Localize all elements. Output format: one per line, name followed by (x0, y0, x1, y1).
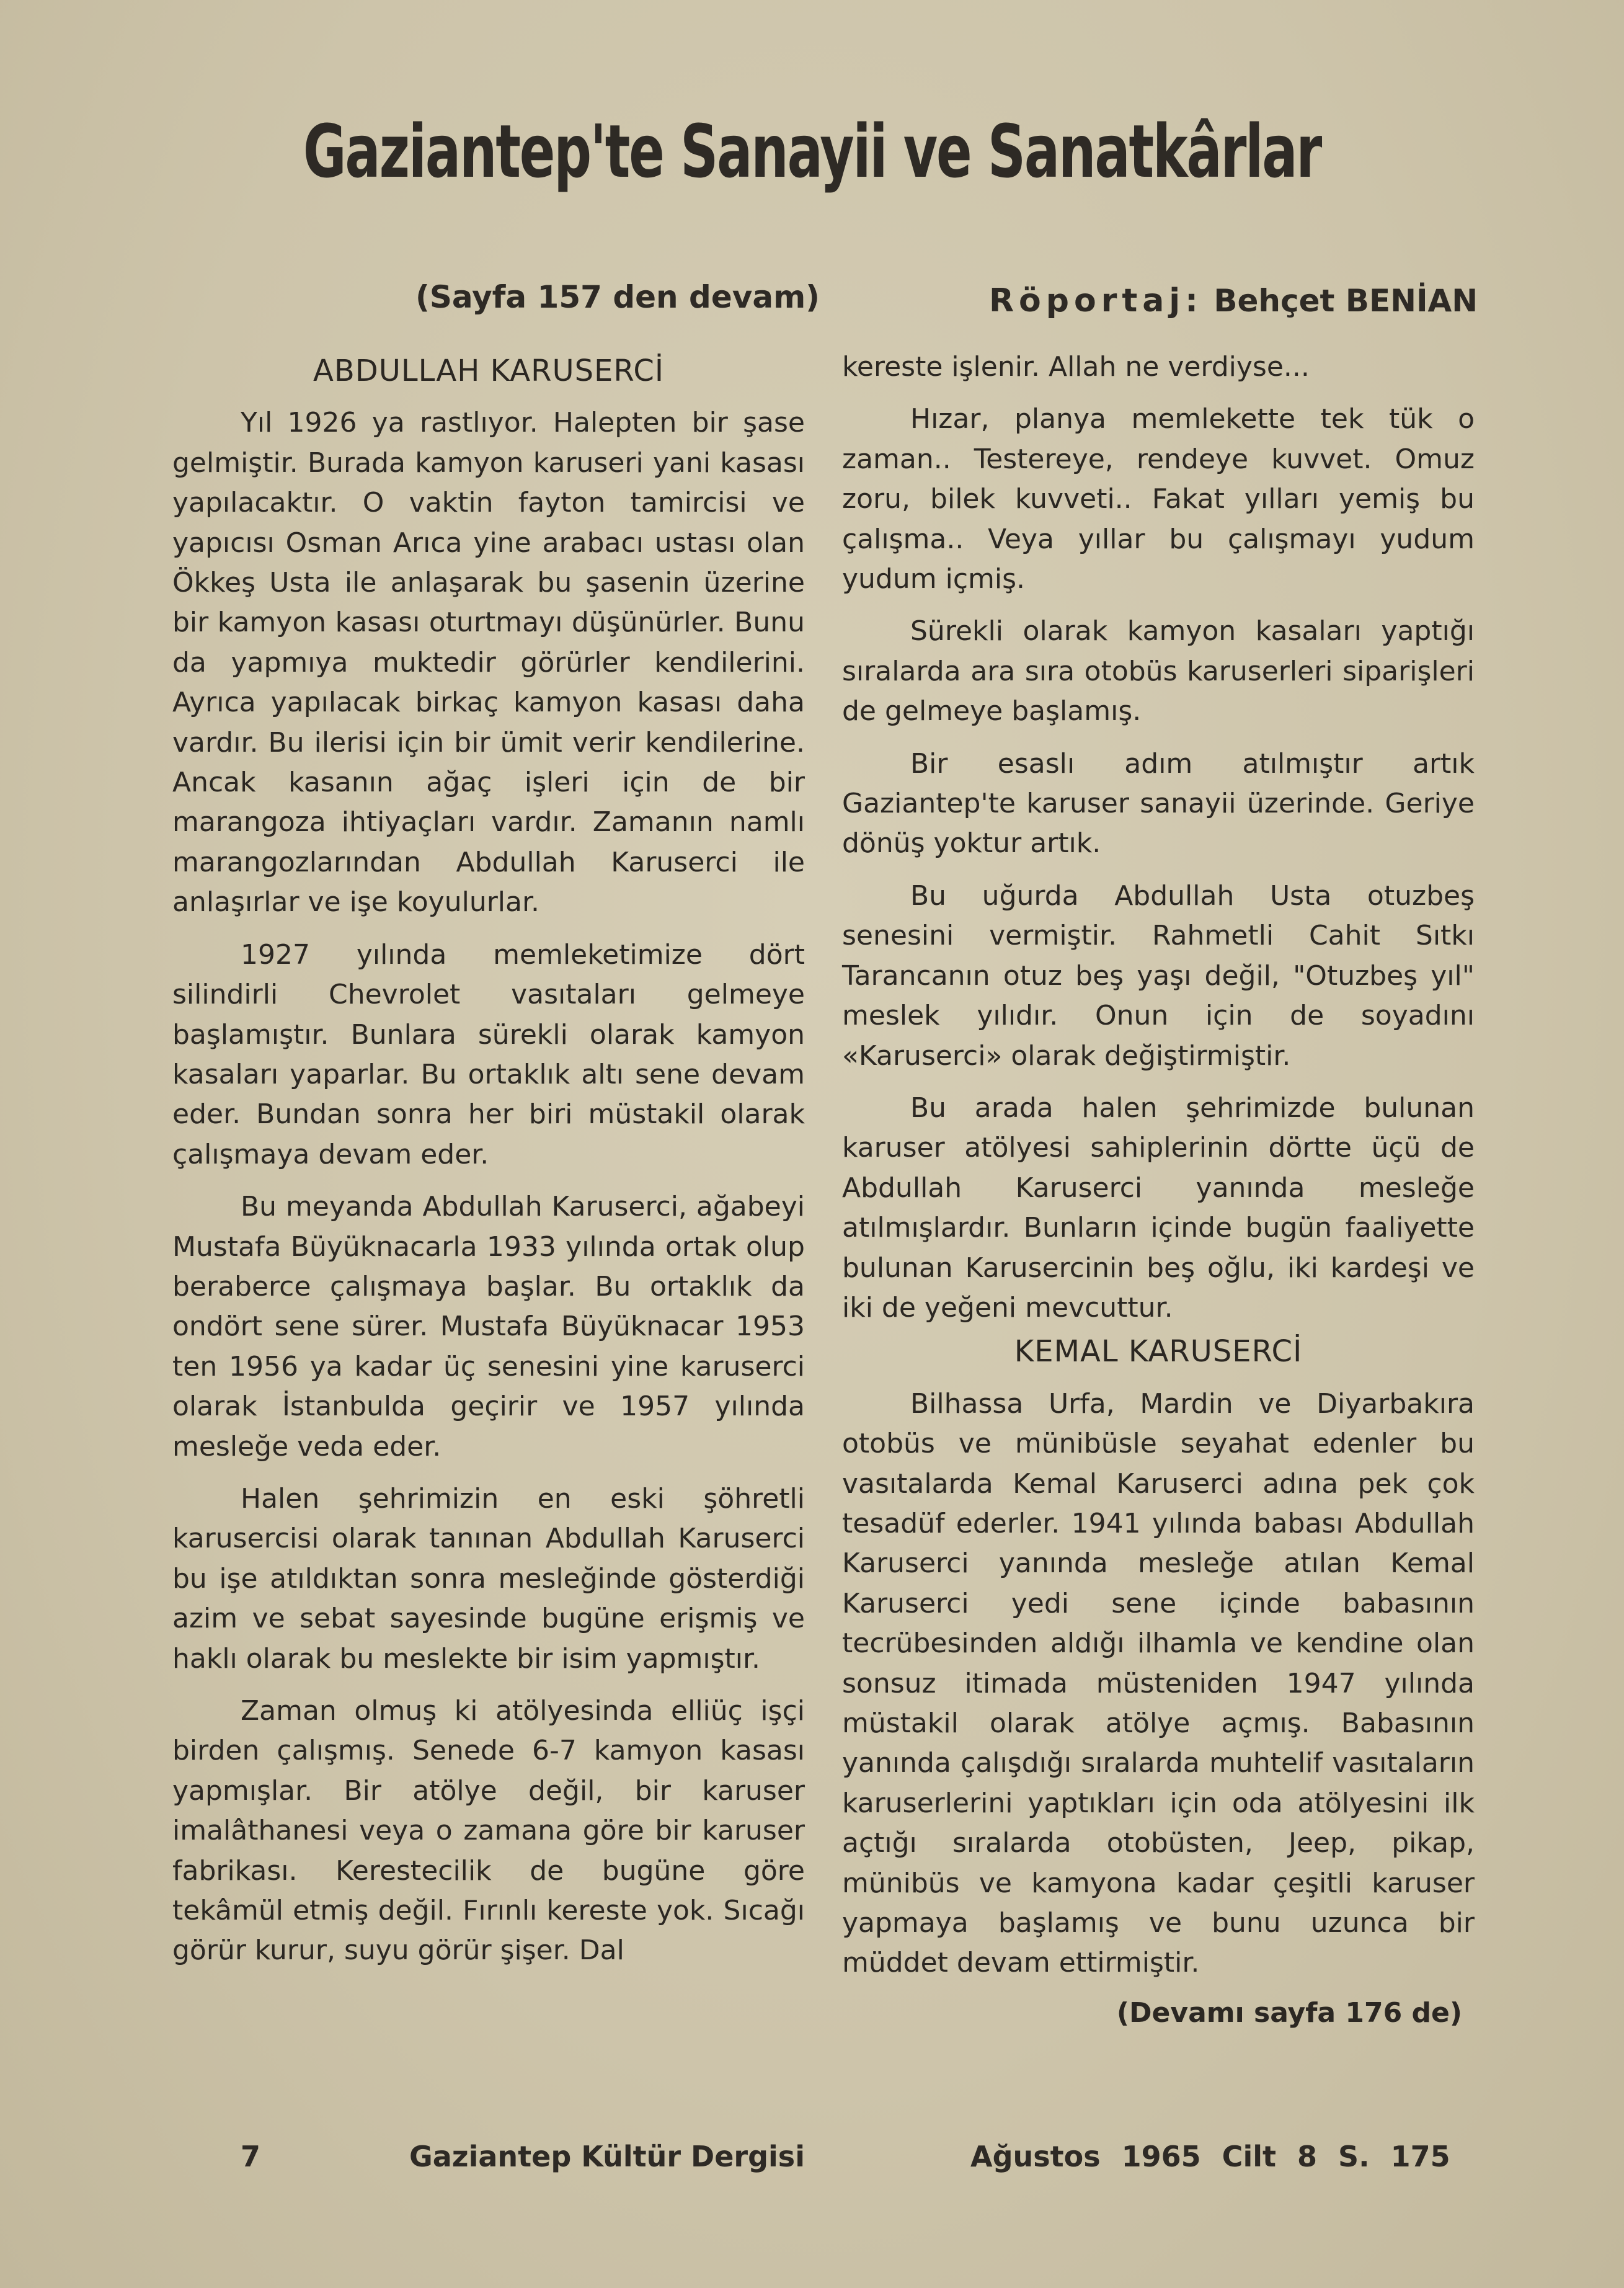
paragraph: Yıl 1926 ya rastlıyor. Halepten bir şase gelmiştir. Burada kamyon karuseri yani kasası yapılacaktır. O vaktin fayton tamircisi ve yapıcısı Osman Arıca yine arabacı ustası olan Ökkeş Usta ile anlaşarak bu şasenin üzerine bir kamyon kasası oturtmayı düşünürler. Bunu da yapmıya muktedir görürler kendilerini. Ayrıca yapılacak birkaç kamyon kasası daha vardır. Bu ilerisi için bir ümit verir kendilerine. Ancak kasanın ağaç işleri için de bir marangoza ihtiyaçları vardır. Zamanın namlı marangozlarından Abdullah Karuserci ile anlaşırlar ve işe koyulurlar. (172, 407, 805, 919)
paragraph: Halen şehrimizin en eski şöhretli karusercisi olarak tanınan Abdullah Karuserci bu işe atıldıktan sonra mesleğinde gösterdiği azim ve sebat sayesinde bugüne erişmiş ve haklı olarak bu meslekte bir isim yapmıştır. (172, 1482, 805, 1675)
page-title: Gaziantep'te Sanayii ve Sanatkârlar (303, 109, 1321, 194)
right-column (842, 347, 1475, 2033)
paragraph: Bir esaslı adım atılmıştır artık Gaziantep'te karuser sanayii üzerinde. Geriye dönüş yoktur artık. (842, 747, 1475, 860)
paragraph: Hızar, planya memlekette tek tük o zaman.. Testereye, rendeye kuvvet. Omuz zoru, bilek kuvveti.. Fakat yılları yemiş bu çalışma.. Veya yıllar bu çalışmayı yudum yudum içmiş. (842, 403, 1475, 595)
paragraph-part: kereste işlenir. Allah ne verdiyse... (842, 351, 1310, 383)
left-column (172, 347, 805, 1971)
paragraph: Bu arada halen şehrimizde bulunan karuser atölyesi sahiplerinin dörtte üçü de Abdullah Karuserci yanında mesleğe atılmışlardır. Bunların içinde bugün faaliyette bulunan Karusercinin beş oğlu, iki kardeşi ve iki de yeğeni mevcuttur. (842, 1092, 1475, 1324)
paragraph: Bu meyanda Abdullah Karuserci, ağabeyi Mustafa Büyüknacarla 1933 yılında ortak olup beraberce çalışmaya başlar. Bu ortaklık da ondört sene sürer. Mustafa Büyüknacar 1953 ten 1956 ya kadar üç senesini yine karuserci olarak İstanbulda geçirir ve 1957 yılında mesleğe veda eder. (172, 1191, 805, 1462)
paragraph-continuation (842, 347, 1475, 387)
byline-author: Behçet BENİAN (1214, 283, 1478, 319)
page-number: 7 (241, 2140, 261, 2173)
byline-label: Röportaj: (989, 282, 1203, 319)
magazine-name: Gaziantep Kültür Dergisi (409, 2140, 805, 2173)
paragraph-part: Zaman olmuş ki atölyesinda elliüç işçi birden çalışmış. Senede 6-7 kamyon kasası yapmışlar. Bir atölye değil, bir karuser imalâthanesi veya o zamana göre bir karuser fabrikası. Kerestecilik de bugüne göre tekâmül etmiş değil. Fırınlı kereste yok. Sıcağı görür kurur, suyu görür şişer. Dal (172, 1695, 805, 1967)
section-heading-abdullah: ABDULLAH KARUSERCİ (313, 354, 664, 388)
paragraph-split (172, 1691, 805, 1971)
continued-from-note: (Sayfa 157 den devam) (415, 279, 820, 315)
paragraph: Sürekli olarak kamyon kasaları yaptığı sıralarda ara sıra otobüs karuserleri siparişleri de gelmeye başlamış. (842, 615, 1475, 728)
continued-to-note: (Devamı sayfa 176 de) (1116, 1996, 1462, 2029)
paragraph: Bu uğurda Abdullah Usta otuzbeş senesini vermiştir. Rahmetli Cahit Sıtkı Tarancanın otuz beş yaşı değil, "Otuzbeş yıl" meslek yılıdır. Onun için de soyadını «Karuserci» olarak değiştirmiştir. (842, 879, 1475, 1072)
section-heading-kemal: KEMAL KARUSERCİ (1014, 1334, 1303, 1369)
issue-info: Ağustos 1965 Cilt 8 S. 175 (970, 2140, 1450, 2173)
byline (989, 282, 1478, 319)
paragraph: 1927 yılında memleketimize dört silindirli Chevrolet vasıtaları gelmeye başlamıştır. Bunlara sürekli olarak kamyon kasaları yaparlar. Bu ortaklık altı sene devam eder. Bundan sonra her biri müstakil olarak çalışmaya devam eder. (172, 938, 805, 1170)
paragraph: Bilhassa Urfa, Mardin ve Diyarbakıra otobüs ve münibüsle seyahat edenler bu vasıtalarda Kemal Karuserci adına pek çok tesadüf ederler. 1941 yılında babası Abdullah Karuserci yanında mesleğe atılan Kemal Karuserci yedi sene içinde babasının tecrübesinden aldığı ilhamla ve kendine olan sonsuz itimada müsteniden 1947 yılında müstakil olarak atölye açmış. Babasının yanında çalışdığı sıralarda muhtelif vasıtaların karuserlerini yaptıkları için oda atölyesini ilk açtığı sıralarda otobüsten, Jeep, pikap, münibüs ve kamyona kadar çeşitli karuser yapmaya başlamış ve bunu uzunca bir müddet devam ettirmiştir. (842, 1387, 1475, 1979)
